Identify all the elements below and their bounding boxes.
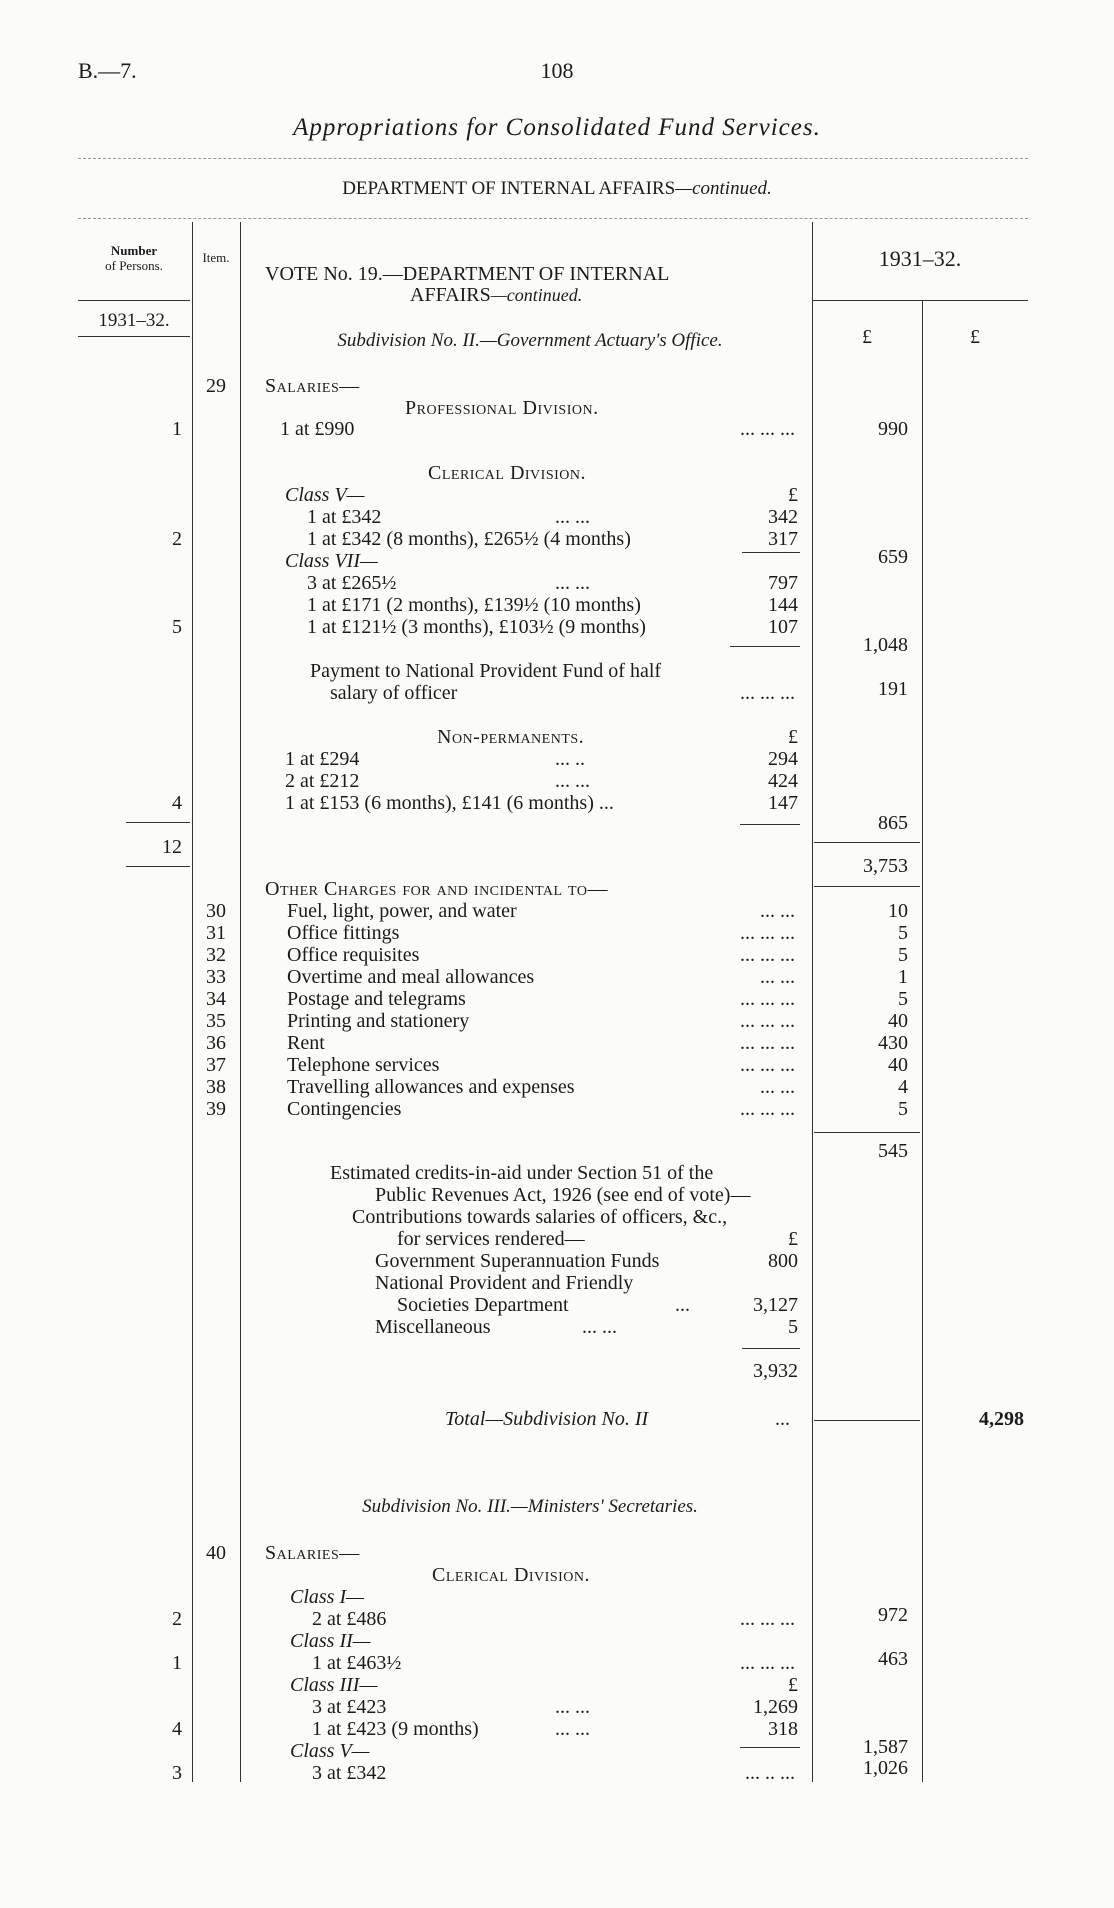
sub-amount: 317 xyxy=(768,528,798,550)
column-header-number: Number xyxy=(110,243,158,258)
persons-count: 5 xyxy=(172,616,182,638)
amount: 1,048 xyxy=(863,634,908,656)
salary-line: 3 at £423 xyxy=(312,1696,387,1718)
sub-amount: 797 xyxy=(768,572,798,594)
charge-label: Office fittings xyxy=(287,922,400,944)
salary-line: 3 at £342 xyxy=(312,1762,387,1784)
sub-amount: 107 xyxy=(768,616,798,638)
professional-division-heading: Professional Division. xyxy=(405,397,599,419)
amount: 1 xyxy=(898,966,908,988)
item-number: 32 xyxy=(206,944,226,966)
document-reference: B.—7. xyxy=(78,58,137,83)
column-rule-amount-2 xyxy=(922,300,923,1782)
leader-dots: ... ... xyxy=(555,770,590,792)
salary-line: 2 at £212 xyxy=(285,770,360,792)
item-number: 29 xyxy=(206,375,226,397)
amount: 865 xyxy=(878,812,908,834)
leader-dots: ... ... xyxy=(555,506,590,528)
credit-source: Societies Department xyxy=(397,1294,569,1316)
charge-label: Travelling allowances and expenses xyxy=(287,1076,575,1098)
credits-line: Public Revenues Act, 1926 (see end of vote)— xyxy=(375,1184,751,1206)
column-header-item: Item. xyxy=(202,250,230,265)
subdivision-2-total-label: Total—Subdivision No. II xyxy=(445,1408,649,1430)
salaries-heading: Salaries— xyxy=(265,375,360,397)
leader-dots: ... ... ... xyxy=(740,1054,795,1076)
item-number: 30 xyxy=(206,900,226,922)
class-i-heading: Class I— xyxy=(290,1586,364,1608)
persons-year: 1931–32. xyxy=(98,310,170,331)
payment-line: Payment to National Provident Fund of half xyxy=(310,660,662,682)
amount: 5 xyxy=(898,922,908,944)
column-rule-item xyxy=(240,222,241,1782)
item-number: 35 xyxy=(206,1010,226,1032)
leader-dots: ... ... xyxy=(555,1696,590,1718)
amount: 5 xyxy=(898,988,908,1010)
salary-line: 1 at £342 xyxy=(307,506,382,528)
persons-count: 1 xyxy=(172,1652,182,1674)
charge-label: Rent xyxy=(287,1032,325,1054)
credit-source: National Provident and Friendly xyxy=(375,1272,634,1294)
department-heading: DEPARTMENT OF INTERNAL AFFAIRS—continued. xyxy=(342,178,772,199)
charge-label: Contingencies xyxy=(287,1098,402,1120)
charge-label: Postage and telegrams xyxy=(287,988,466,1010)
salary-line: 1 at £423 (9 months) xyxy=(312,1718,479,1740)
charge-label: Overtime and meal allowances xyxy=(287,966,535,988)
item-number: 34 xyxy=(206,988,226,1010)
credits-line: Estimated credits-in-aid under Section 51 of the xyxy=(330,1162,714,1184)
item-number: 33 xyxy=(206,966,226,988)
persons-count: 3 xyxy=(172,1762,182,1784)
column-header-of-persons: of Persons. xyxy=(105,258,163,273)
subdivision-2-heading: Subdivision No. II.—Government Actuary's Office. xyxy=(337,330,723,351)
pound-symbol-column-2: £ xyxy=(970,326,980,348)
leader-dots: ... ... ... xyxy=(740,1098,795,1120)
item-number: 40 xyxy=(206,1542,226,1564)
amount: 40 xyxy=(888,1054,908,1076)
subdivision-2-total: 4,298 xyxy=(979,1408,1024,1430)
item-number: 38 xyxy=(206,1076,226,1098)
sub-amount: 144 xyxy=(768,594,798,616)
salary-line: 3 at £265½ xyxy=(307,572,397,594)
sub-amount: 5 xyxy=(788,1316,798,1338)
amount: 1,026 xyxy=(863,1757,908,1779)
leader-dots: ... ... ... xyxy=(740,922,795,944)
item-number: 37 xyxy=(206,1054,226,1076)
leader-dots: ... ... ... xyxy=(740,1608,795,1630)
clerical-division-heading: Clerical Division. xyxy=(432,1564,590,1586)
salary-line: 1 at £294 xyxy=(285,748,360,770)
charge-label: Printing and stationery xyxy=(287,1010,470,1032)
amount: 5 xyxy=(898,944,908,966)
sub-amount: 1,269 xyxy=(753,1696,798,1718)
sub-amount: 424 xyxy=(768,770,798,792)
salary-line: 1 at £121½ (3 months), £103½ (9 months) xyxy=(307,616,646,638)
item-number: 36 xyxy=(206,1032,226,1054)
class-iii-heading: Class III— xyxy=(290,1674,378,1696)
leader-dots: ... ... ... xyxy=(740,1010,795,1032)
item-number: 39 xyxy=(206,1098,226,1120)
amount: 463 xyxy=(878,1648,908,1670)
credits-total: 3,932 xyxy=(753,1360,798,1382)
leader-dots: ... ... xyxy=(582,1316,617,1338)
salary-line: 1 at £153 (6 months), £141 (6 months) ... xyxy=(285,792,614,814)
leader-dots: ... ... xyxy=(760,900,795,922)
charge-label: Office requisites xyxy=(287,944,420,966)
column-header-year: 1931–32. xyxy=(878,246,962,271)
persons-count: 4 xyxy=(172,792,182,814)
charge-label: Telephone services xyxy=(287,1054,440,1076)
leader-dots: ... xyxy=(675,1294,690,1316)
pound-symbol: £ xyxy=(788,484,798,506)
page-title: Appropriations for Consolidated Fund Services. xyxy=(293,114,821,141)
amount: 990 xyxy=(878,418,908,440)
leader-dots: ... ... xyxy=(555,1718,590,1740)
leader-dots: ... .. ... xyxy=(745,1762,795,1784)
sub-amount: 800 xyxy=(768,1250,798,1272)
persons-count: 2 xyxy=(172,528,182,550)
amount: 10 xyxy=(888,900,908,922)
amount: 659 xyxy=(878,546,908,568)
leader-dots: ... ... xyxy=(760,966,795,988)
leader-dots: ... xyxy=(775,1408,790,1430)
charge-label: Fuel, light, power, and water xyxy=(287,900,517,922)
amount: 430 xyxy=(878,1032,908,1054)
column-rule-persons xyxy=(192,222,193,1782)
page-number: 108 xyxy=(540,58,574,83)
other-charges-heading: Other Charges for and incidental to— xyxy=(265,878,608,900)
leader-dots: ... .. xyxy=(555,748,585,770)
credit-source: Government Superannuation Funds xyxy=(375,1250,660,1272)
leader-dots: ... ... ... xyxy=(740,1032,795,1054)
salary-line: 1 at £171 (2 months), £139½ (10 months) xyxy=(307,594,641,616)
persons-total: 12 xyxy=(162,836,182,858)
credit-source: Miscellaneous xyxy=(375,1316,491,1338)
salary-line: 1 at £990 xyxy=(280,418,355,440)
persons-count: 4 xyxy=(172,1718,182,1740)
sub-amount: 318 xyxy=(768,1718,798,1740)
persons-count: 2 xyxy=(172,1608,182,1630)
sub-amount: 147 xyxy=(768,792,798,814)
amount: 1,587 xyxy=(863,1736,908,1758)
pound-symbol-column-1: £ xyxy=(862,326,872,348)
sub-amount: 342 xyxy=(768,506,798,528)
payment-line-2: salary of officer xyxy=(330,682,458,704)
class-v-heading: Class V— xyxy=(285,484,365,506)
item-number: 31 xyxy=(206,922,226,944)
amount: 4 xyxy=(898,1076,908,1098)
clerical-division-heading: Clerical Division. xyxy=(428,462,586,484)
credits-line: Contributions towards salaries of officers, &c., xyxy=(352,1206,728,1228)
leader-dots: ... ... ... xyxy=(740,418,795,440)
sub-amount: 294 xyxy=(768,748,798,770)
pound-symbol: £ xyxy=(788,1228,798,1250)
class-vii-heading: Class VII— xyxy=(285,550,378,572)
vote-heading-cont: AFFAIRS—continued. xyxy=(410,284,583,306)
amount: 5 xyxy=(898,1098,908,1120)
non-permanents-heading: Non-permanents. xyxy=(437,726,585,748)
salaries-heading: Salaries— xyxy=(265,1542,360,1564)
salaries-total: 3,753 xyxy=(863,855,908,877)
leader-dots: ... ... ... xyxy=(740,682,795,704)
salary-line: 1 at £463½ xyxy=(312,1652,402,1674)
leader-dots: ... ... ... xyxy=(740,988,795,1010)
leader-dots: ... ... ... xyxy=(740,944,795,966)
amount: 40 xyxy=(888,1010,908,1032)
leader-dots: ... ... xyxy=(760,1076,795,1098)
pound-symbol: £ xyxy=(788,1674,798,1696)
leader-dots: ... ... ... xyxy=(740,1652,795,1674)
class-ii-heading: Class II— xyxy=(290,1630,371,1652)
other-charges-total: 545 xyxy=(878,1140,908,1162)
salary-line: 2 at £486 xyxy=(312,1608,387,1630)
persons-count: 1 xyxy=(172,418,182,440)
sub-amount: 3,127 xyxy=(753,1294,798,1316)
amount: 191 xyxy=(878,678,908,700)
leader-dots: ... ... xyxy=(555,572,590,594)
subdivision-3-heading: Subdivision No. III.—Ministers' Secretaries. xyxy=(362,1496,698,1517)
amount: 972 xyxy=(878,1604,908,1626)
class-v-heading: Class V— xyxy=(290,1740,370,1762)
vote-heading: VOTE No. 19.—DEPARTMENT OF INTERNAL xyxy=(265,263,670,285)
salary-line: 1 at £342 (8 months), £265½ (4 months) xyxy=(307,528,631,550)
pound-symbol: £ xyxy=(788,726,798,748)
credits-line: for services rendered— xyxy=(397,1228,585,1250)
